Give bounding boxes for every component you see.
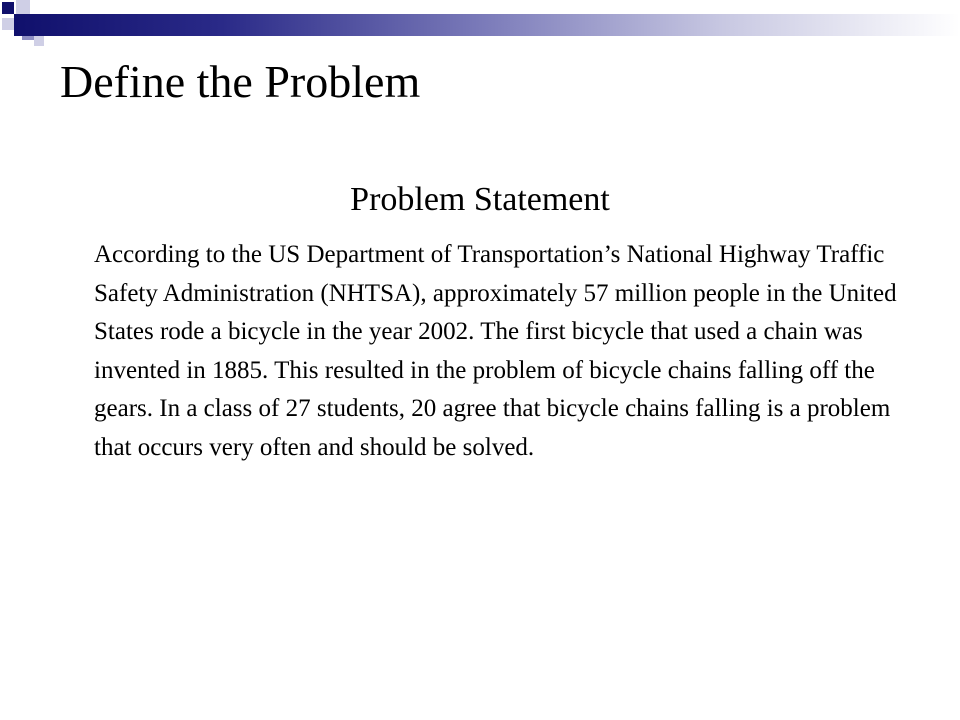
header-gradient-bar <box>14 14 960 36</box>
slide-subtitle: Problem Statement <box>350 181 610 218</box>
decor-square-light <box>16 0 30 14</box>
decor-square-light <box>34 36 44 46</box>
slide-body-text: According to the US Department of Transportation’s National Highway Traffic Safety Administration (NHTSA), approximately 57 million people in the United States rode a bicycle in the year 2002. The first bicycle that used a chain was invented in 1885. This resulted in the problem of bicycle chains falling off the gears. In a class of 27 students, 20 agree that bicycle chains falling is a problem that occurs very often and should be solved. <box>94 241 897 461</box>
slide-title: Define the Problem <box>60 56 421 107</box>
decor-square-light <box>2 18 14 30</box>
decor-square-dark <box>2 2 14 14</box>
